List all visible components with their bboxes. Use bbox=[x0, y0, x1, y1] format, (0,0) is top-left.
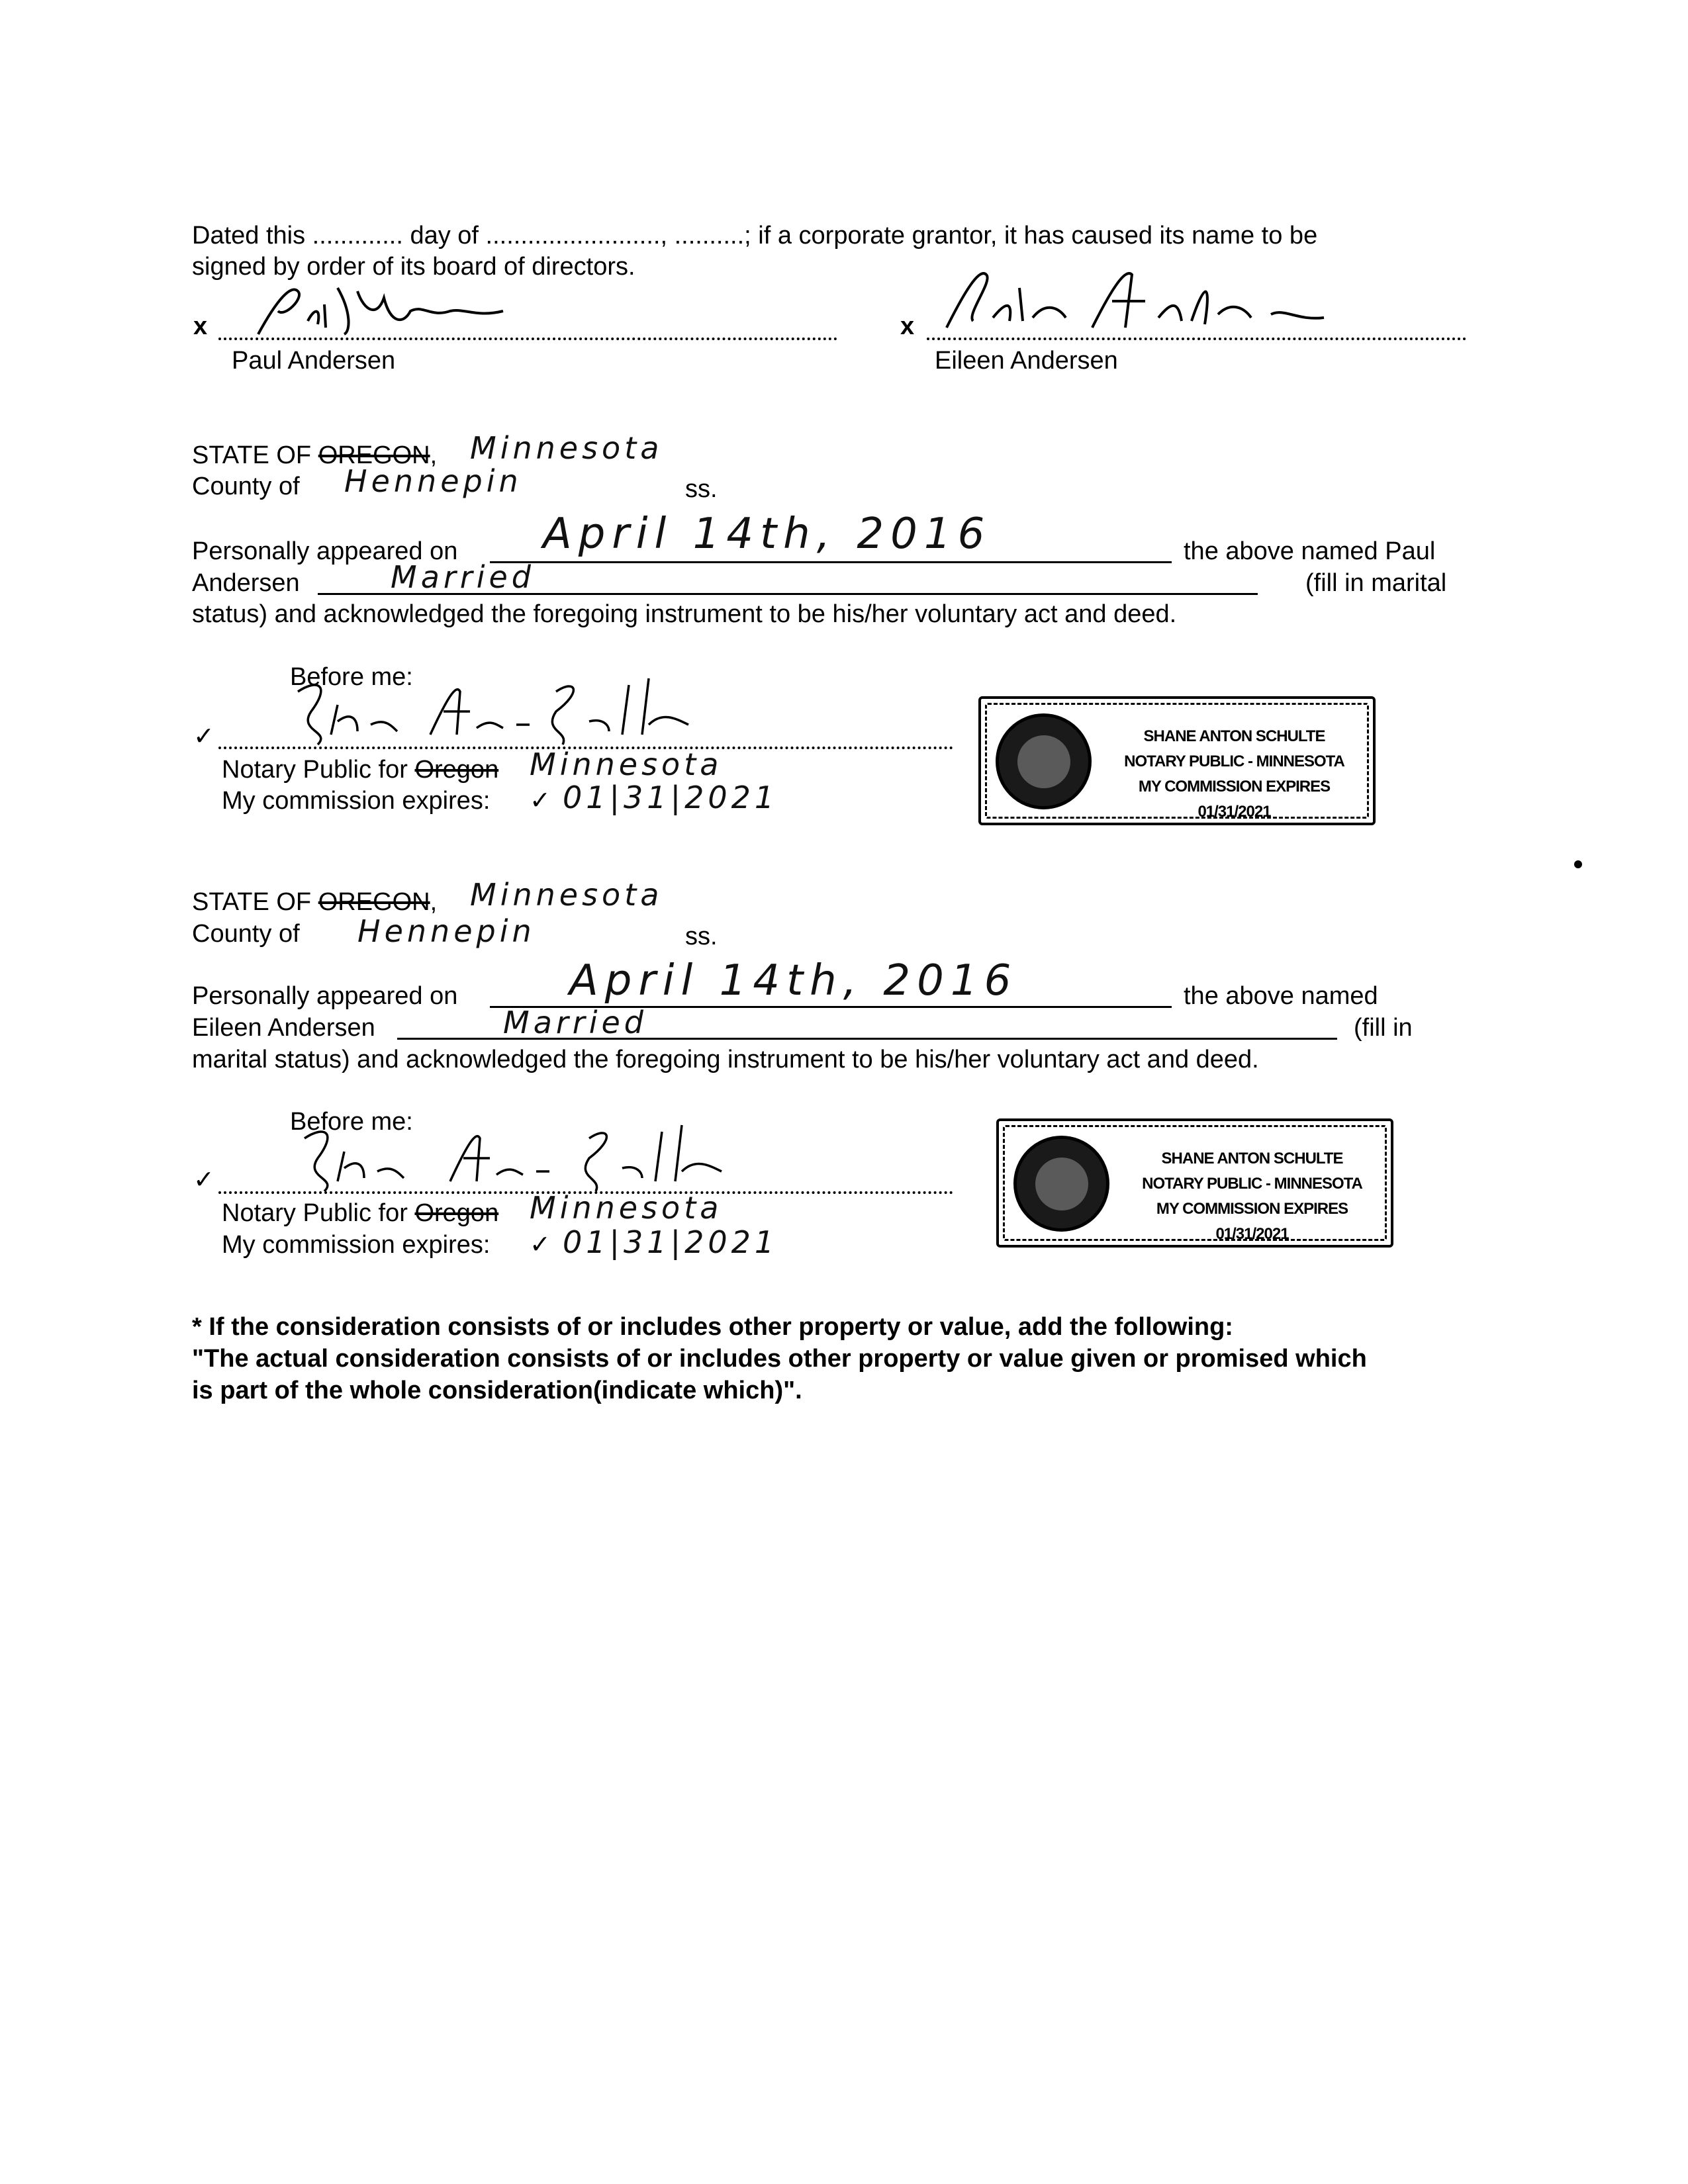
ack1-stamp-text bbox=[1103, 724, 1365, 825]
signer-name-right: Eileen Andersen bbox=[935, 347, 1118, 375]
ack1-notary-signature bbox=[291, 672, 688, 748]
ack2-fill-in: (fill in bbox=[1354, 1014, 1413, 1042]
ack2-name: Eileen Andersen bbox=[192, 1014, 375, 1042]
ack2-stamp-line-1: SHANE ANTON SCHULTE bbox=[1161, 1150, 1343, 1167]
ack2-above-named: the above named bbox=[1184, 982, 1378, 1010]
ack1-commission-check: ✓ bbox=[530, 787, 551, 815]
ack2-notary-seal-icon bbox=[1013, 1136, 1109, 1232]
ack1-notary-label bbox=[222, 754, 498, 785]
ack1-notary-struck: Oregon bbox=[414, 756, 499, 784]
ack1-state-label-text: STATE OF bbox=[192, 441, 312, 469]
ack2-commission-label: My commission expires: bbox=[222, 1231, 491, 1259]
footnote-line-2: "The actual consideration consists of or includes other property or value given or promised which bbox=[192, 1345, 1367, 1373]
ack1-name: Andersen bbox=[192, 569, 300, 597]
ack2-notary-stamp bbox=[996, 1118, 1393, 1248]
ack2-stamp-line-2: NOTARY PUBLIC - MINNESOTA bbox=[1142, 1175, 1362, 1193]
ack2-stamp-text bbox=[1121, 1146, 1383, 1247]
ack1-stamp-line-1: SHANE ANTON SCHULTE bbox=[1143, 727, 1325, 745]
ack1-fill-in: (fill in marital bbox=[1305, 569, 1447, 597]
signature-mark-right: x bbox=[900, 312, 915, 340]
signature-paul-andersen bbox=[252, 271, 516, 344]
ack2-appeared-label: Personally appeared on bbox=[192, 982, 458, 1010]
signature-eileen-andersen bbox=[927, 261, 1324, 341]
signer-name-left: Paul Andersen bbox=[232, 347, 396, 375]
ack1-commission-label: My commission expires: bbox=[222, 787, 491, 815]
ack1-notary-seal-icon bbox=[996, 713, 1092, 809]
ack1-state-struck: OREGON bbox=[318, 441, 430, 469]
ack1-date-handwritten: April 14th, 2016 bbox=[543, 510, 992, 559]
ack1-notary-label-text: Notary Public for bbox=[222, 756, 408, 784]
ack2-county-handwritten: Hennepin bbox=[357, 913, 536, 949]
ack2-notary-label bbox=[222, 1198, 498, 1228]
ack2-commission-handwritten: 01|31|2021 bbox=[563, 1224, 778, 1260]
ack2-stamp-line-3: MY COMMISSION EXPIRES 01/31/2021 bbox=[1156, 1200, 1348, 1243]
ack2-county-label: County of bbox=[192, 920, 300, 948]
ack2-state-struck: OREGON bbox=[318, 888, 430, 916]
ack2-state-label: STATE OF OREGON, bbox=[192, 888, 438, 916]
ack2-notary-struck: Oregon bbox=[414, 1199, 499, 1227]
ack1-before-me: Before me: bbox=[290, 663, 413, 691]
ack2-closing: marital status) and acknowledged the foregoing instrument to be his/her voluntary act and deed. bbox=[192, 1046, 1259, 1073]
ack2-marital-handwritten: Married bbox=[503, 1005, 647, 1040]
ack1-check: ✓ bbox=[193, 723, 214, 751]
ack1-notary-stamp bbox=[978, 696, 1376, 825]
ack1-commission-handwritten: 01|31|2021 bbox=[563, 780, 778, 815]
ack2-notary-label-text: Notary Public for bbox=[222, 1199, 408, 1227]
ack2-notary-state-handwritten: Minnesota bbox=[530, 1190, 723, 1226]
ack1-marital-handwritten: Married bbox=[391, 559, 535, 595]
ack2-state-label-text: STATE OF bbox=[192, 888, 312, 916]
stray-dot bbox=[1574, 860, 1582, 868]
ack2-date-handwritten: April 14th, 2016 bbox=[569, 956, 1018, 1005]
ack1-county-handwritten: Hennepin bbox=[344, 463, 522, 499]
footnote-line-3: is part of the whole consideration(indicate which)". bbox=[192, 1377, 802, 1404]
ack2-notary-signature bbox=[298, 1118, 728, 1195]
ack1-closing: status) and acknowledged the foregoing instrument to be his/her voluntary act and deed. bbox=[192, 600, 1177, 628]
ack2-commission-check: ✓ bbox=[530, 1231, 551, 1259]
ack2-ss: ss. bbox=[685, 923, 718, 950]
ack1-date-line bbox=[490, 561, 1172, 563]
dated-line-1: Dated this ............. day of ........................., ..........; if a corporate grantor, it has caused its name to be bbox=[192, 222, 1318, 250]
dated-line-2: signed by order of its board of directors. bbox=[192, 253, 635, 281]
ack1-appeared-label: Personally appeared on bbox=[192, 537, 458, 565]
ack2-check: ✓ bbox=[193, 1166, 214, 1194]
ack1-ss: ss. bbox=[685, 475, 718, 503]
ack1-state-handwritten: Minnesota bbox=[470, 430, 663, 466]
footnote-line-1: * If the consideration consists of or includes other property or value, add the following: bbox=[192, 1313, 1233, 1341]
ack1-state-label: STATE OF OREGON, bbox=[192, 441, 438, 469]
signature-mark-left: x bbox=[193, 312, 208, 340]
ack2-state-handwritten: Minnesota bbox=[470, 877, 663, 913]
ack1-stamp-line-2: NOTARY PUBLIC - MINNESOTA bbox=[1124, 752, 1344, 770]
ack1-county-label: County of bbox=[192, 473, 300, 500]
ack1-stamp-line-3: MY COMMISSION EXPIRES 01/31/2021 bbox=[1138, 778, 1331, 821]
ack1-above-named: the above named Paul bbox=[1184, 537, 1436, 565]
ack1-notary-state-handwritten: Minnesota bbox=[530, 747, 723, 782]
ack2-before-me: Before me: bbox=[290, 1108, 413, 1136]
